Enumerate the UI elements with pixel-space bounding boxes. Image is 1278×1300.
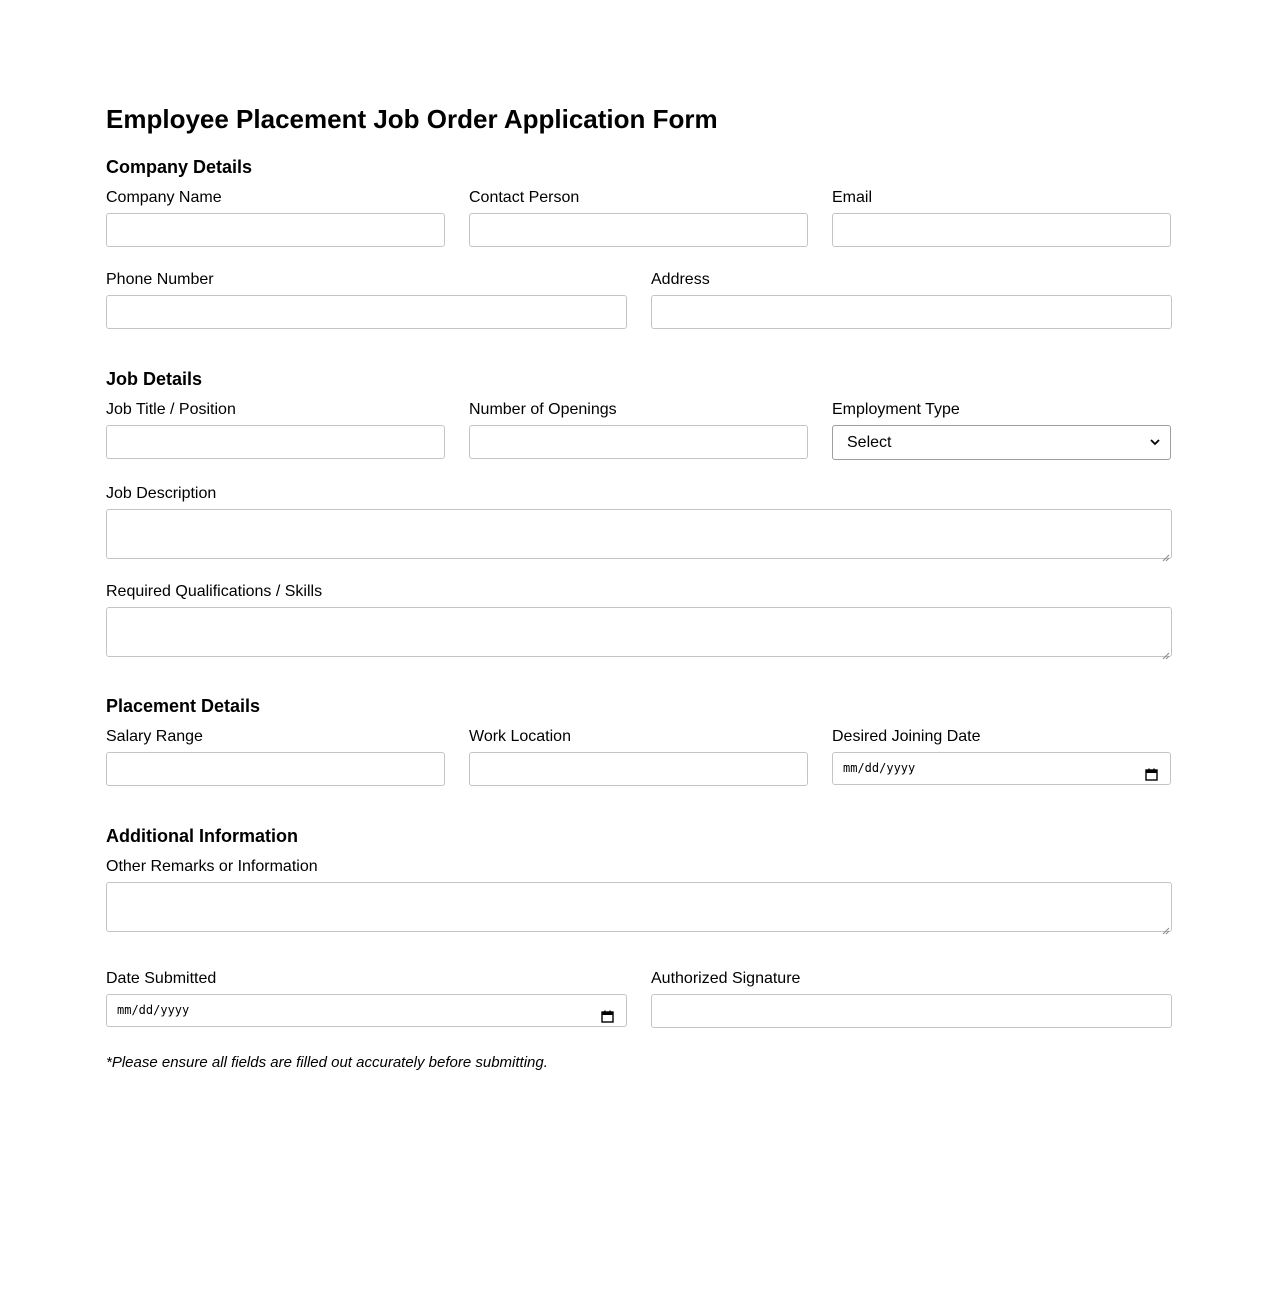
resize-grip-icon[interactable] [1162, 647, 1170, 655]
remarks-textarea[interactable] [106, 882, 1172, 932]
signature-field-group [651, 970, 1172, 1028]
number-of-openings-label: Number of Openings [469, 401, 617, 418]
phone-number-label: Phone Number [106, 271, 214, 288]
work-location-field-group [469, 728, 808, 786]
joining-date-placeholder: mm/dd/yyyy [843, 761, 916, 775]
joining-date-input[interactable] [832, 752, 1171, 785]
salary-range-input[interactable] [106, 752, 445, 786]
job-title-label: Job Title / Position [106, 401, 236, 418]
job-description-textarea[interactable] [106, 509, 1172, 559]
contact-person-field-group [469, 189, 808, 247]
company-name-field-group [106, 189, 445, 247]
qualifications-field-group [106, 583, 1172, 657]
company-row-1 [106, 189, 1172, 247]
contact-person-input[interactable] [469, 213, 808, 247]
phone-field-group [106, 271, 627, 329]
joining-date-label: Desired Joining Date [832, 728, 981, 745]
remarks-field-group [106, 858, 1172, 932]
company-details-heading: Company Details [106, 157, 253, 177]
job-description-field-group [106, 485, 1172, 559]
date-submitted-label: Date Submitted [106, 970, 217, 987]
job-title-field-group [106, 401, 445, 460]
job-row-1 [106, 401, 1172, 460]
address-label: Address [651, 271, 710, 288]
date-submitted-field-group [106, 970, 627, 1028]
job-details-heading: Job Details [106, 369, 203, 389]
date-submitted-placeholder: mm/dd/yyyy [117, 1003, 190, 1017]
phone-number-input[interactable] [106, 295, 627, 329]
job-title-input[interactable] [106, 425, 445, 459]
email-field-group [832, 189, 1171, 247]
email-input[interactable] [832, 213, 1171, 247]
remarks-label: Other Remarks or Information [106, 858, 318, 875]
calendar-icon[interactable] [601, 1004, 614, 1017]
salary-range-label: Salary Range [106, 728, 203, 745]
number-of-openings-input[interactable] [469, 425, 808, 459]
address-field-group [651, 271, 1172, 329]
employment-type-select[interactable] [832, 425, 1171, 460]
placement-row [106, 728, 1172, 786]
qualifications-label: Required Qualifications / Skills [106, 583, 323, 600]
form-title: Employee Placement Job Order Application Form [106, 104, 718, 134]
application-form [106, 100, 1172, 1072]
additional-info-heading: Additional Information [106, 826, 298, 846]
qualifications-textarea[interactable] [106, 607, 1172, 657]
contact-person-label: Contact Person [469, 189, 580, 206]
employment-type-label: Employment Type [832, 401, 960, 418]
accuracy-note: *Please ensure all fields are filled out accurately before submitting. [106, 1054, 548, 1071]
placement-details-heading: Placement Details [106, 696, 261, 716]
salary-field-group [106, 728, 445, 786]
resize-grip-icon[interactable] [1162, 922, 1170, 930]
calendar-icon[interactable] [1145, 762, 1158, 775]
company-name-label: Company Name [106, 189, 222, 206]
employment-type-selected-value: Select [847, 434, 892, 451]
authorized-signature-input[interactable] [651, 994, 1172, 1028]
company-row-2 [106, 271, 1172, 329]
work-location-input[interactable] [469, 752, 808, 786]
resize-grip-icon[interactable] [1162, 549, 1170, 557]
openings-field-group [469, 401, 808, 460]
date-submitted-input[interactable] [106, 994, 627, 1027]
job-description-label: Job Description [106, 485, 217, 502]
chevron-down-icon [1150, 426, 1160, 459]
email-label: Email [832, 189, 873, 206]
employment-type-field-group [832, 401, 1171, 460]
work-location-label: Work Location [469, 728, 571, 745]
authorized-signature-label: Authorized Signature [651, 970, 801, 987]
submission-row [106, 970, 1172, 1028]
company-name-input[interactable] [106, 213, 445, 247]
joining-date-field-group [832, 728, 1171, 786]
address-input[interactable] [651, 295, 1172, 329]
